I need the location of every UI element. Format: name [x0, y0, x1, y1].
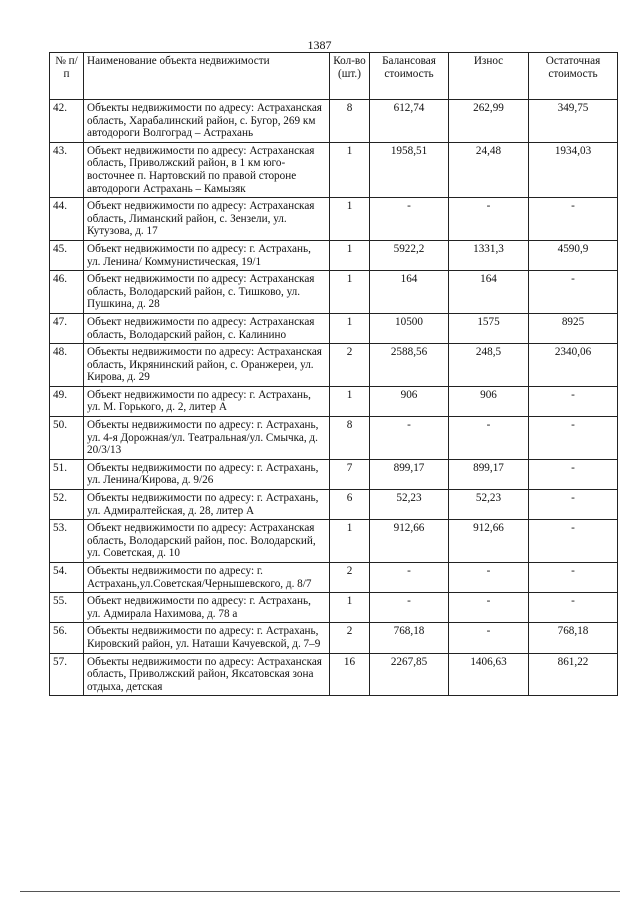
row-balance: -	[370, 198, 449, 241]
row-wear: 1406,63	[449, 653, 529, 696]
row-number: 49.	[50, 386, 84, 416]
row-number: 42.	[50, 100, 84, 143]
row-wear: 1331,3	[449, 240, 529, 270]
table-header-row	[50, 53, 618, 100]
row-qty: 6	[330, 490, 370, 520]
row-wear: -	[449, 563, 529, 593]
row-balance: 906	[370, 386, 449, 416]
row-balance: 612,74	[370, 100, 449, 143]
table-row	[50, 417, 618, 460]
table-row	[50, 520, 618, 563]
row-balance: 5922,2	[370, 240, 449, 270]
row-balance: 912,66	[370, 520, 449, 563]
row-name: Объекты недвижимости по адресу: Астраханская область, Харабалинский район, с. Бугор, 269 км автодороги Волгоград – Астрахань	[84, 100, 330, 143]
table-row	[50, 198, 618, 241]
row-name: Объект недвижимости по адресу: г. Астрахань, ул. М. Горького, д. 2, литер А	[84, 386, 330, 416]
row-qty: 1	[330, 198, 370, 241]
header-balance: Балансовая стоимость	[370, 53, 449, 100]
row-name: Объекты недвижимости по адресу: г. Астрахань, ул. Адмиралтейская, д. 28, литер А	[84, 490, 330, 520]
row-balance: 1958,51	[370, 142, 449, 197]
row-residual: -	[529, 459, 618, 489]
row-wear: 912,66	[449, 520, 529, 563]
row-wear: -	[449, 593, 529, 623]
header-wear: Износ	[449, 53, 529, 100]
row-balance: 164	[370, 271, 449, 314]
row-number: 55.	[50, 593, 84, 623]
table-row	[50, 623, 618, 653]
row-qty: 1	[330, 271, 370, 314]
row-qty: 8	[330, 100, 370, 143]
row-name: Объект недвижимости по адресу: Астраханская область, Лиманский район, с. Зензели, ул. Кутузова, д. 17	[84, 198, 330, 241]
row-residual: 1934,03	[529, 142, 618, 197]
row-name: Объект недвижимости по адресу: Астраханская область, Володарский район, с. Тишково, ул. Пушкина, д. 28	[84, 271, 330, 314]
header-num: № п/п	[50, 53, 84, 100]
row-residual: -	[529, 271, 618, 314]
row-qty: 8	[330, 417, 370, 460]
row-number: 48.	[50, 344, 84, 387]
row-wear: -	[449, 417, 529, 460]
row-name: Объект недвижимости по адресу: Астраханская область, Володарский район, с. Калинино	[84, 313, 330, 343]
property-table	[49, 52, 618, 696]
table-row	[50, 459, 618, 489]
row-wear: 248,5	[449, 344, 529, 387]
row-residual: 4590,9	[529, 240, 618, 270]
header-residual: Остаточная стоимость	[529, 53, 618, 100]
row-residual: 861,22	[529, 653, 618, 696]
row-wear: 164	[449, 271, 529, 314]
row-wear: -	[449, 623, 529, 653]
table-row	[50, 490, 618, 520]
table-row	[50, 100, 618, 143]
table-row	[50, 386, 618, 416]
row-residual: -	[529, 198, 618, 241]
table-row	[50, 344, 618, 387]
row-qty: 1	[330, 313, 370, 343]
row-number: 46.	[50, 271, 84, 314]
row-number: 47.	[50, 313, 84, 343]
row-qty: 2	[330, 623, 370, 653]
row-qty: 2	[330, 344, 370, 387]
row-number: 57.	[50, 653, 84, 696]
row-number: 54.	[50, 563, 84, 593]
row-number: 44.	[50, 198, 84, 241]
row-wear: 906	[449, 386, 529, 416]
row-balance: 768,18	[370, 623, 449, 653]
table-row	[50, 563, 618, 593]
row-wear: 262,99	[449, 100, 529, 143]
row-residual: -	[529, 417, 618, 460]
row-wear: 24,48	[449, 142, 529, 197]
row-residual: -	[529, 386, 618, 416]
row-wear: -	[449, 198, 529, 241]
row-residual: -	[529, 563, 618, 593]
header-qty: Кол-во (шт.)	[330, 53, 370, 100]
row-qty: 1	[330, 520, 370, 563]
row-residual: 349,75	[529, 100, 618, 143]
row-residual: -	[529, 593, 618, 623]
row-name: Объект недвижимости по адресу: г. Астрахань, ул. Адмирала Нахимова, д. 78 а	[84, 593, 330, 623]
row-balance: -	[370, 563, 449, 593]
row-qty: 1	[330, 142, 370, 197]
row-qty: 1	[330, 240, 370, 270]
row-balance: 899,17	[370, 459, 449, 489]
row-residual: -	[529, 520, 618, 563]
row-number: 53.	[50, 520, 84, 563]
row-residual: 768,18	[529, 623, 618, 653]
row-name: Объекты недвижимости по адресу: г. Астрахань,ул.Советская/Чернышевского, д. 8/7	[84, 563, 330, 593]
row-number: 50.	[50, 417, 84, 460]
row-number: 51.	[50, 459, 84, 489]
row-name: Объект недвижимости по адресу: г. Астрахань, ул. Ленина/ Коммунистическая, 19/1	[84, 240, 330, 270]
row-balance: 52,23	[370, 490, 449, 520]
row-balance: -	[370, 417, 449, 460]
table-row	[50, 593, 618, 623]
row-residual: 2340,06	[529, 344, 618, 387]
row-name: Объекты недвижимости по адресу: г. Астрахань, ул. Ленина/Кирова, д. 9/26	[84, 459, 330, 489]
table-row	[50, 653, 618, 696]
row-name: Объект недвижимости по адресу: Астраханская область, Володарский район, пос. Володарский, ул. Советская, д. 10	[84, 520, 330, 563]
table-row	[50, 240, 618, 270]
row-name: Объекты недвижимости по адресу: Астраханская область, Икрянинский район, с. Оранжереи, ул. Кирова, д. 29	[84, 344, 330, 387]
row-wear: 1575	[449, 313, 529, 343]
header-name: Наименование объекта недвижимости	[84, 53, 330, 100]
row-qty: 1	[330, 593, 370, 623]
row-name: Объект недвижимости по адресу: Астраханская область, Приволжский район, в 1 км юго-восточнее п. Нартовский по правой стороне автодороги Астрахань – Камызяк	[84, 142, 330, 197]
row-name: Объекты недвижимости по адресу: Астраханская область, Приволжский район, Яксатовская зона отдыха, детская	[84, 653, 330, 696]
row-qty: 7	[330, 459, 370, 489]
row-balance: -	[370, 593, 449, 623]
row-number: 56.	[50, 623, 84, 653]
row-qty: 2	[330, 563, 370, 593]
table-row	[50, 142, 618, 197]
row-balance: 2588,56	[370, 344, 449, 387]
row-number: 45.	[50, 240, 84, 270]
table-row	[50, 313, 618, 343]
page-number: 1387	[307, 38, 332, 52]
row-name: Объекты недвижимости по адресу: г. Астрахань, Кировский район, ул. Наташи Качуевской, д. 7–9	[84, 623, 330, 653]
row-qty: 1	[330, 386, 370, 416]
row-name: Объекты недвижимости по адресу: г. Астрахань, ул. 4-я Дорожная/ул. Театральная/ул. Смычка, д. 20/3/13	[84, 417, 330, 460]
row-wear: 899,17	[449, 459, 529, 489]
table-row	[50, 271, 618, 314]
row-wear: 52,23	[449, 490, 529, 520]
row-number: 52.	[50, 490, 84, 520]
page-bottom-rule	[20, 891, 620, 892]
row-balance: 2267,85	[370, 653, 449, 696]
row-number: 43.	[50, 142, 84, 197]
row-balance: 10500	[370, 313, 449, 343]
row-residual: 8925	[529, 313, 618, 343]
row-residual: -	[529, 490, 618, 520]
row-qty: 16	[330, 653, 370, 696]
